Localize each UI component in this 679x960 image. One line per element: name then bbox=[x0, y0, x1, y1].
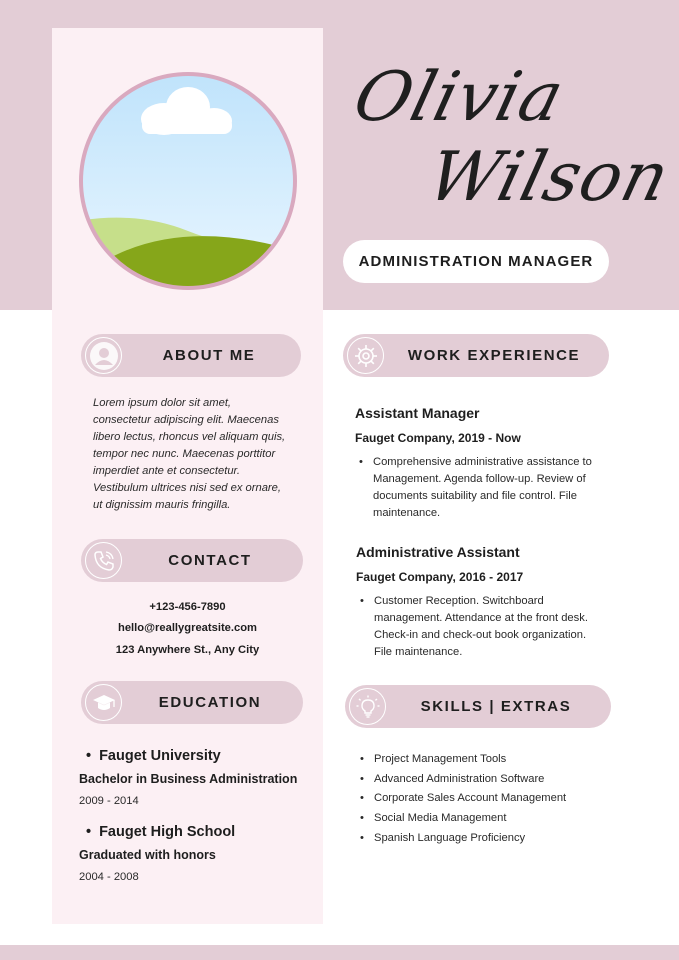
education-school: • Fauget High School bbox=[86, 824, 235, 840]
about-line: tempor nec nunc. Maecenas porttitor bbox=[93, 448, 276, 460]
about-me-text bbox=[93, 395, 308, 514]
last-name: Wilson bbox=[420, 138, 678, 217]
about-line: consectetur adipiscing elit. Maecenas bbox=[93, 414, 279, 426]
education-header bbox=[81, 681, 303, 724]
skills-list bbox=[374, 751, 566, 849]
about-line: ut dignissim mauris fringilla. bbox=[93, 499, 231, 511]
profile-photo bbox=[78, 71, 298, 291]
job-company: Fauget Company, 2016 - 2017 bbox=[356, 570, 524, 584]
contact-address: 123 Anywhere St., Any City bbox=[115, 644, 260, 656]
job-line: documents suitability and file control. File bbox=[373, 490, 577, 502]
phone-icon bbox=[85, 542, 122, 579]
about-line: imperdiet ante et consectetur. bbox=[93, 465, 240, 477]
contact-header bbox=[81, 539, 303, 582]
contact-phone: +123-456-7890 bbox=[149, 601, 226, 613]
education-degree: Graduated with honors bbox=[79, 848, 216, 862]
skill-item: • Project Management Tools bbox=[374, 751, 566, 771]
job-line: maintenance. bbox=[373, 507, 441, 519]
footer-band bbox=[0, 945, 679, 960]
contact-email[interactable]: hello@reallygreatsite.com bbox=[118, 622, 257, 634]
skill-item: • Corporate Sales Account Management bbox=[374, 790, 566, 810]
skill-item: • Spanish Language Proficiency bbox=[374, 830, 566, 850]
contact-title: CONTACT bbox=[168, 552, 252, 569]
skills-header bbox=[345, 685, 611, 728]
about-me-title: ABOUT ME bbox=[162, 347, 256, 364]
work-experience-title: WORK EXPERIENCE bbox=[407, 347, 581, 364]
education-degree: Bachelor in Business Administration bbox=[79, 772, 298, 786]
gear-icon bbox=[347, 337, 384, 374]
user-icon bbox=[85, 337, 122, 374]
job-line: management. Attendance at the front desk. bbox=[374, 612, 588, 624]
education-school: • Fauget University bbox=[86, 748, 221, 764]
first-name: Olivia bbox=[346, 58, 572, 137]
about-line: libero lectus, rhoncus vel aliquam quis, bbox=[93, 431, 286, 443]
education-years: 2009 - 2014 bbox=[79, 795, 139, 807]
education-title: EDUCATION bbox=[158, 694, 262, 711]
graduation-cap-icon bbox=[85, 684, 122, 721]
job-title: Assistant Manager bbox=[355, 405, 480, 421]
lightbulb-icon bbox=[349, 688, 386, 725]
job-company: Fauget Company, 2019 - Now bbox=[355, 431, 521, 445]
job-line: Management. Agenda follow-up. Review of bbox=[373, 473, 586, 485]
job-title: Administrative Assistant bbox=[356, 544, 520, 560]
job-line: Check-in and check-out book organization. bbox=[374, 629, 587, 641]
job-line: File maintenance. bbox=[374, 646, 463, 658]
job-line: • Customer Reception. Switchboard bbox=[374, 595, 544, 607]
skill-item: • Social Media Management bbox=[374, 810, 566, 830]
job-description bbox=[374, 593, 614, 661]
job-title-badge: ADMINISTRATION MANAGER bbox=[343, 240, 609, 283]
skill-item: • Advanced Administration Software bbox=[374, 771, 566, 791]
about-me-header bbox=[81, 334, 301, 377]
education-years: 2004 - 2008 bbox=[79, 871, 139, 883]
skills-title: SKILLS | EXTRAS bbox=[420, 698, 572, 715]
about-line: Lorem ipsum dolor sit amet, bbox=[93, 397, 232, 409]
work-experience-header bbox=[343, 334, 609, 377]
job-description bbox=[373, 454, 613, 522]
about-line: Vestibulum ultrices nisi sed ex ornare, bbox=[93, 482, 281, 494]
job-line: • Comprehensive administrative assistance to bbox=[373, 456, 592, 468]
